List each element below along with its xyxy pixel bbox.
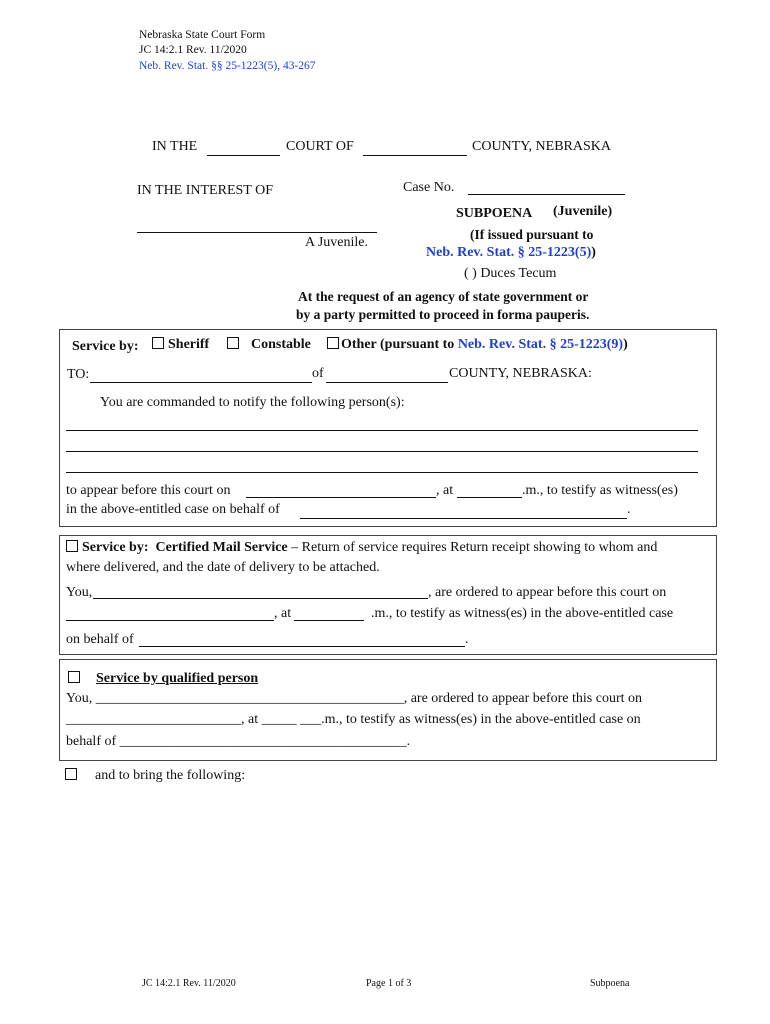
other-label: Other (pursuant to: [341, 337, 455, 352]
juvenile-subtitle: (Juvenile): [553, 204, 613, 219]
close-paren: ): [591, 245, 596, 260]
behalf-period: .: [627, 502, 631, 517]
county-name-field[interactable]: [363, 155, 467, 156]
certified-period: .: [465, 632, 469, 647]
behalf-text: in the above-entitled case on behalf of: [66, 502, 280, 517]
in-the-label: IN THE: [152, 139, 198, 154]
commanded-text: You are commanded to notify the following person(s):: [100, 395, 405, 410]
certified-name-field[interactable]: [93, 598, 428, 599]
certified-at-label: , at: [274, 606, 292, 621]
bring-following-label: and to bring the following:: [95, 768, 246, 783]
qualified-line-3: behalf of _________________________________________.: [66, 734, 411, 749]
in-interest-label: IN THE INTEREST OF: [137, 183, 273, 198]
case-number-field[interactable]: [468, 194, 625, 195]
court-of-label: COURT OF: [286, 139, 354, 154]
county-nebraska-label: COUNTY, NEBRASKA: [472, 139, 611, 154]
duces-tecum-option[interactable]: ( ) Duces Tecum: [464, 266, 557, 281]
other-checkbox[interactable]: [327, 337, 339, 349]
certified-date-field[interactable]: [66, 620, 274, 621]
a-juvenile-label: A Juvenile.: [305, 235, 368, 250]
court-name-field[interactable]: [207, 155, 280, 156]
statute-9-link[interactable]: Neb. Rev. Stat. § 25-1223(9): [457, 337, 624, 352]
of-label: of: [312, 366, 324, 381]
persons-line-2[interactable]: [66, 451, 698, 452]
request-line-1: At the request of an agency of state government or: [298, 289, 589, 304]
certified-mail-label: Certified Mail Service: [155, 540, 288, 555]
certified-ordered-text: , are ordered to appear before this court on: [428, 585, 667, 600]
certified-you-label: You,: [66, 585, 93, 600]
to-county-nebraska-label: COUNTY, NEBRASKA:: [449, 366, 592, 381]
footer-title: Subpoena: [590, 978, 630, 989]
certified-return-text: – Return of service requires Return receipt showing to whom and: [287, 540, 658, 555]
certified-behalf-field[interactable]: [139, 646, 465, 647]
constable-checkbox[interactable]: [227, 337, 239, 349]
persons-line-3[interactable]: [66, 472, 698, 473]
persons-line-1[interactable]: [66, 430, 698, 431]
certified-delivery-text: where delivered, and the date of delivery to be attached.: [66, 560, 380, 575]
certified-mail-checkbox[interactable]: [66, 540, 78, 552]
footer-form-number: JC 14:2.1 Rev. 11/2020: [142, 978, 236, 989]
certified-time-field[interactable]: [294, 620, 364, 621]
certified-testify-text: .m., to testify as witness(es) in the above-entitled case: [371, 606, 674, 621]
appear-before-text: to appear before this court on: [66, 483, 231, 498]
qualified-person-checkbox[interactable]: [68, 671, 80, 683]
to-name-field[interactable]: [90, 382, 312, 383]
footer-page-number: Page 1 of 3: [366, 978, 412, 989]
subpoena-title: SUBPOENA: [456, 206, 533, 221]
testify-text: .m., to testify as witness(es): [522, 483, 678, 498]
qualified-line-1: You, ____________________________________________, are ordered to appear before this court on: [66, 691, 642, 706]
case-no-label: Case No.: [403, 180, 455, 195]
juvenile-name-field[interactable]: [137, 232, 377, 233]
statute-5-link[interactable]: Neb. Rev. Stat. § 25-1223(5): [426, 245, 592, 260]
constable-label: Constable: [251, 337, 311, 352]
bring-following-checkbox[interactable]: [65, 768, 77, 780]
at-label: , at: [436, 483, 454, 498]
qualified-line-2: _________________________, at _____ ___.m., to testify as witness(es) in the above-entitled case on: [66, 712, 641, 727]
behalf-field[interactable]: [300, 518, 627, 519]
other-close: ): [623, 337, 628, 352]
service-by-label: Service by:: [72, 339, 139, 354]
form-number: JC 14:2.1 Rev. 11/2020: [139, 44, 247, 56]
statute-link[interactable]: Neb. Rev. Stat. §§ 25-1223(5), 43-267: [139, 60, 316, 72]
certified-service-by: Service by:: [82, 540, 149, 555]
to-county-field[interactable]: [326, 382, 448, 383]
form-header-line1: Nebraska State Court Form: [139, 29, 266, 41]
appear-time-field[interactable]: [457, 497, 522, 498]
sheriff-checkbox[interactable]: [152, 337, 164, 349]
if-issued-label: (If issued pursuant to: [470, 227, 594, 242]
appear-date-field[interactable]: [246, 497, 436, 498]
qualified-person-title: Service by qualified person: [96, 671, 259, 686]
sheriff-label: Sheriff: [168, 337, 210, 352]
request-line-2: by a party permitted to proceed in forma pauperis.: [296, 307, 590, 322]
to-label: TO:: [67, 367, 90, 382]
certified-behalf-label: on behalf of: [66, 632, 134, 647]
